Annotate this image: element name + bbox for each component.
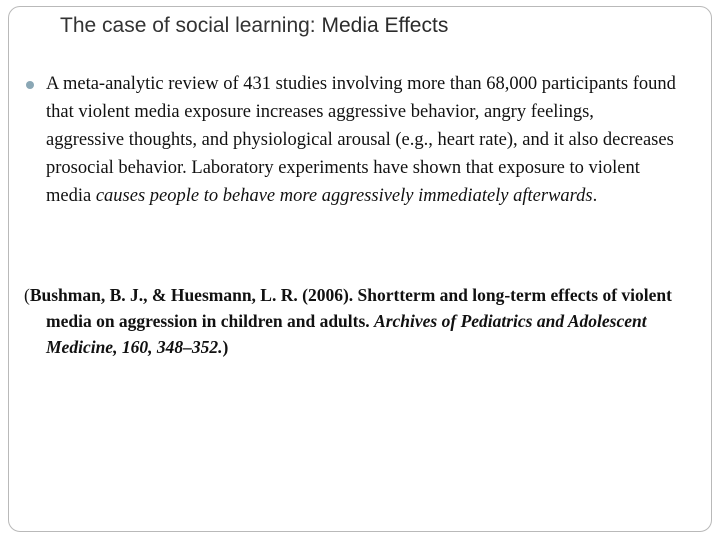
bullet-item	[26, 70, 676, 210]
bullet-main-text: A meta-analytic review of 431 studies involving more than 68,000 participants found that violent media exposure increases aggressive behavior, angry feelings, aggressive thoughts, and physiological arousal (e.g., heart rate), and it also decreases prosocial behavior. Laboratory experiments have shown that exposure to violent media	[46, 74, 676, 206]
bullet-icon	[26, 81, 34, 89]
bullet-italic-text: causes people to behave more aggressively immediately afterwards	[95, 186, 593, 206]
title-prefix: The case of social learning:	[60, 14, 322, 37]
bullet-text	[46, 70, 676, 210]
bullet-end: .	[592, 186, 598, 206]
citation-authors: Bushman, B. J., & Huesmann, L. R. (2006). Shortterm and long-term effects of violent media on aggression in children and adults.	[29, 285, 672, 331]
title-emphasis: Media Effects	[321, 14, 449, 37]
citation-open: (	[24, 285, 30, 305]
slide-title	[60, 14, 448, 38]
citation-close: )	[222, 337, 229, 357]
citation-journal: Archives of Pediatrics and Adolescent Medicine, 160, 348–352.	[46, 311, 647, 357]
citation	[24, 282, 694, 360]
